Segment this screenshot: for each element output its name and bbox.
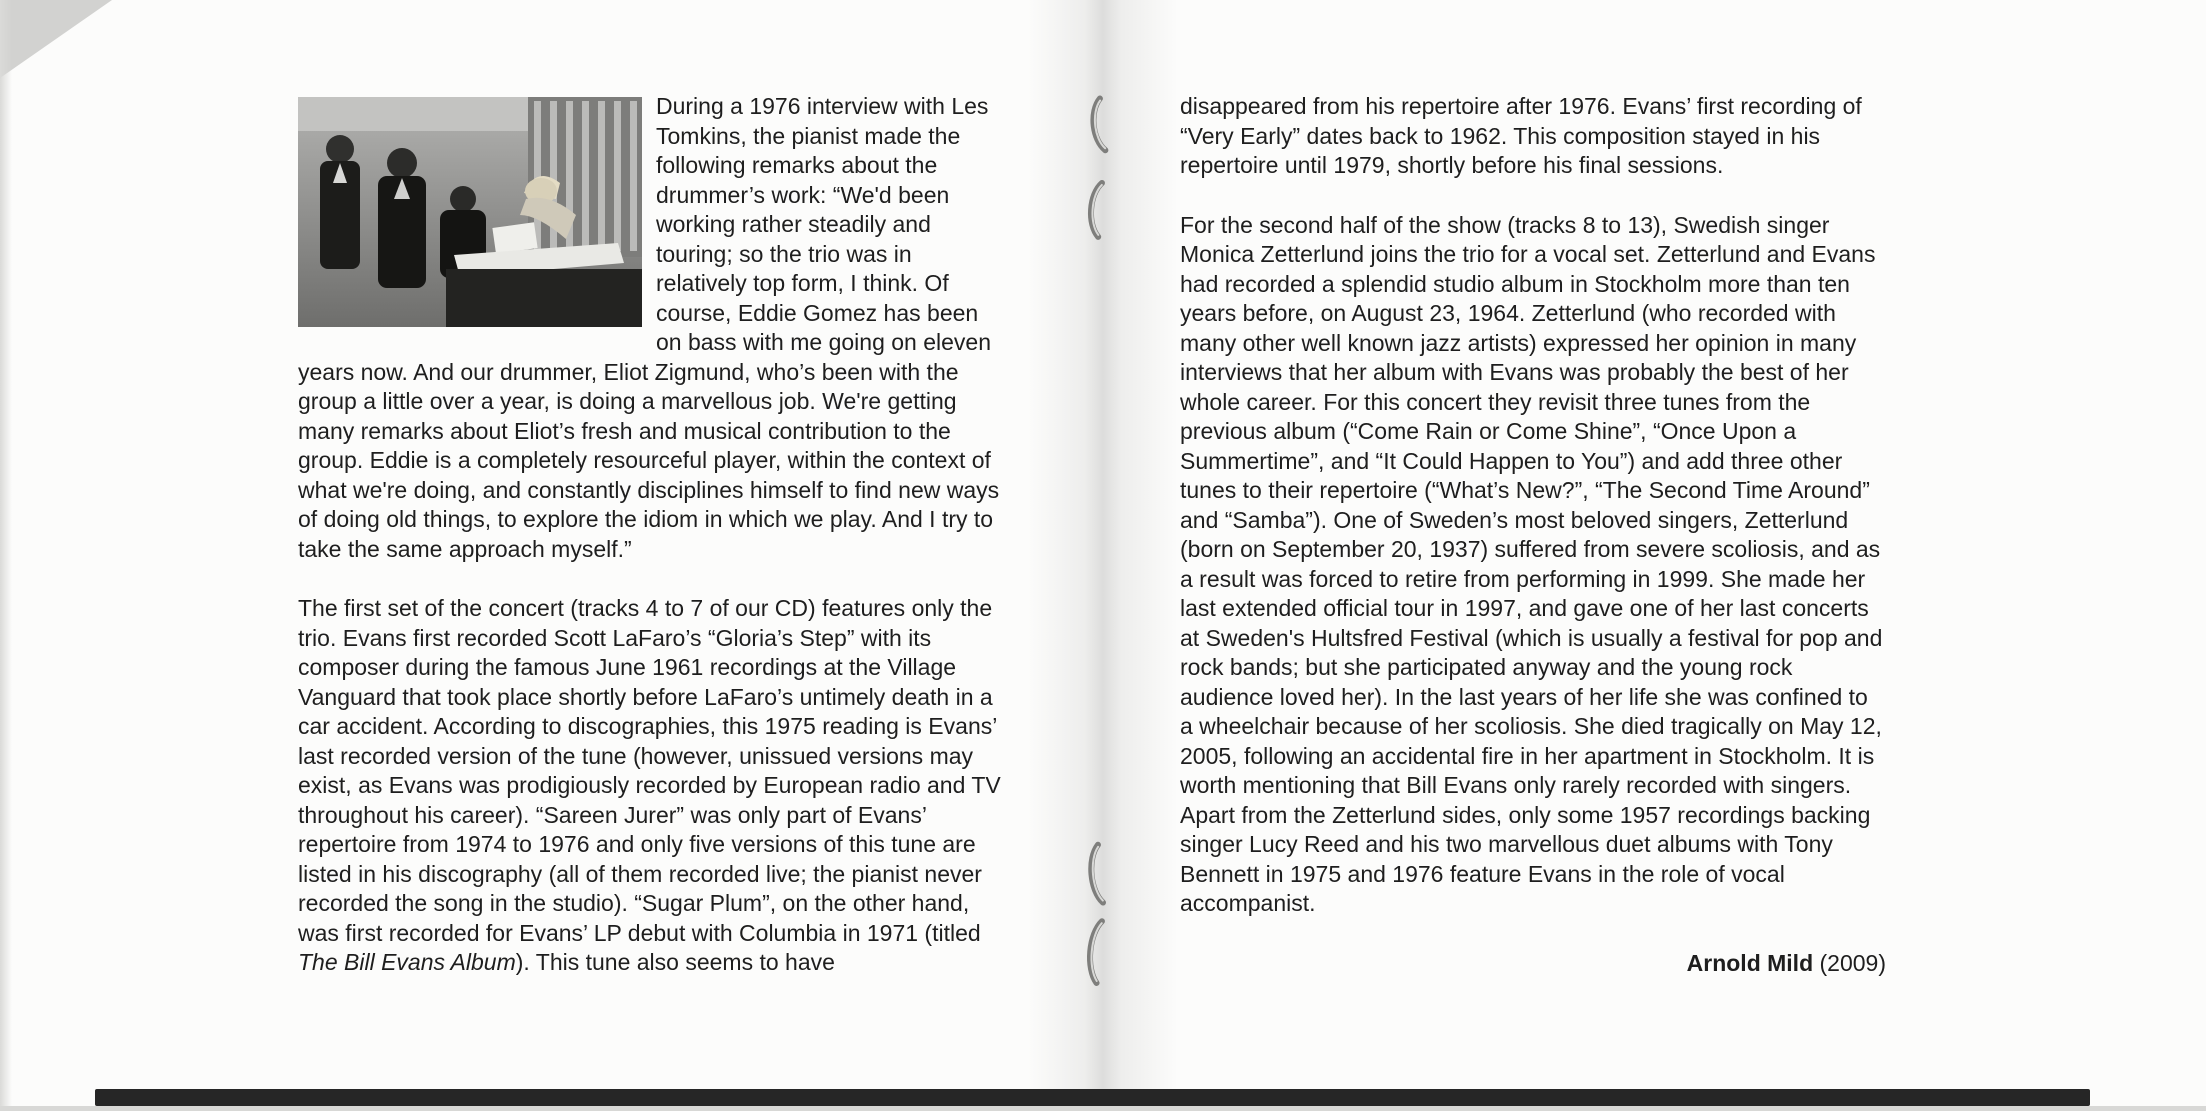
staple-top-1: [1091, 99, 1105, 152]
right-paragraph-zetterlund: For the second half of the show (tracks 8 to 13), Swedish singer Monica Zetterlund joins the trio for a vocal set. Zetterlund and Evans had recorded a splendid studio album in Stockholm more than ten years before, on August 23, 1964. Zetterlund (who recorded with many other well known jazz artists) expressed her opinion in many interviews that her album with Evans was probably the best of her whole career. For this concert they revisit three tunes from the previous album (“Come Rain or Come Shine”, “Once Upon a Summertime”, and “It Could Happen to You”) and add three other tunes to their repertoire (“What’s New?”, “The Second Time Around” and “Samba”). One of Sweden’s most beloved singers, Zetterlund (born on September 20, 1937) suffered from severe scoliosis, and as a result was forced to retire from performing in 1999. She made her last extended official tour in 1997, and gave one of her last concerts at Sweden's Hultsfred Festival (which is usually a festival for pop and rock bands; but she participated anyway and the young rock audience loved her). In the last years of her life she was confined to a wheelchair because of her scoliosis. She died tragically on May 12, 2005, following an accidental fire in her apartment in Stockholm. It is worth mentioning that Bill Evans only rarely recorded with singers. Apart from the Zetterlund sides, only some 1957 recordings backing singer Lucy Reed and his two marvellous duet albums with Tony Bennett in 1975 and 1976 feature Evans in the role of vocal accompanist.: [1180, 211, 1883, 916]
right-page-column: [1180, 92, 1886, 1008]
right-paragraph-very-early: disappeared from his repertoire after 1976. Evans’ first recording of “Very Early” dates back to 1962. This composition stayed in his repertoire until 1979, shortly before his final sessions.: [1180, 93, 1862, 178]
staples-graphic: [1058, 0, 1148, 1111]
author-name: Arnold Mild: [1686, 949, 1814, 976]
trio-studio-photo: [298, 97, 642, 327]
staple-bottom-2: [1088, 920, 1102, 983]
trio-studio-photo-graphic: [298, 97, 642, 327]
left-paragraph-first-set-text: The first set of the concert (tracks 4 to 7 of our CD) features only the trio. Evans first recorded Scott LaFaro’s “Gloria’s Step” with its composer during the famous June 1961 recordings at the Village Vanguard that took place shortly before LaFaro’s untimely death in a car accident. According to discographies, this 1975 reading is Evans’ last recorded version of the tune (however, unissued versions may exist, as Evans was prodigiously recorded by European radio and TV throughout his career). “Sareen Jurer” was only part of Evans’ repertoire from 1974 to 1976 and only five versions of this tune are listed in his discography (all of them recorded live; the pianist never recorded the song in the studio). “Sugar Plum”, on the other hand, was first recorded for Evans’ LP debut with Columbia in 1971 (titled: [298, 595, 1001, 946]
left-paragraph-interview: During a 1976 interview with Les Tomkins, the pianist made the following remarks about the drummer’s work: “We'd been working rather steadily and touring; so the trio was in relatively top form, I think. Of course, Eddie Gomez has been on bass with me going on eleven years now. And our drummer, Eliot Zigmund, who’s been with the group a little over a year, is doing a marvellous job. We're getting many remarks about Eliot’s fresh and musical contribution to the group. Eddie is a completely resourceful player, within the context of what we're doing, and constantly disciplines himself to find new ways of doing old things, to explore the idiom in which we play. And I try to take the same approach myself.”: [298, 93, 1000, 562]
scan-left-edge-shadow: [0, 0, 12, 1111]
staple-bottom-1: [1089, 845, 1103, 904]
left-paragraph-first-set-tail: ). This tune also seems to have: [515, 949, 835, 975]
left-page-column: [298, 92, 1006, 1008]
staple-top-2: [1089, 182, 1102, 236]
album-title-italic: The Bill Evans Album: [298, 949, 516, 975]
scan-bottom-edge: [0, 1106, 2206, 1111]
author-signature: [1180, 949, 1886, 979]
scan-bottom-dark-bar: [95, 1089, 2090, 1106]
scan-corner-shadow: [0, 0, 112, 78]
left-paragraph-first-set: [298, 594, 1006, 978]
author-year: (2009): [1813, 949, 1886, 976]
